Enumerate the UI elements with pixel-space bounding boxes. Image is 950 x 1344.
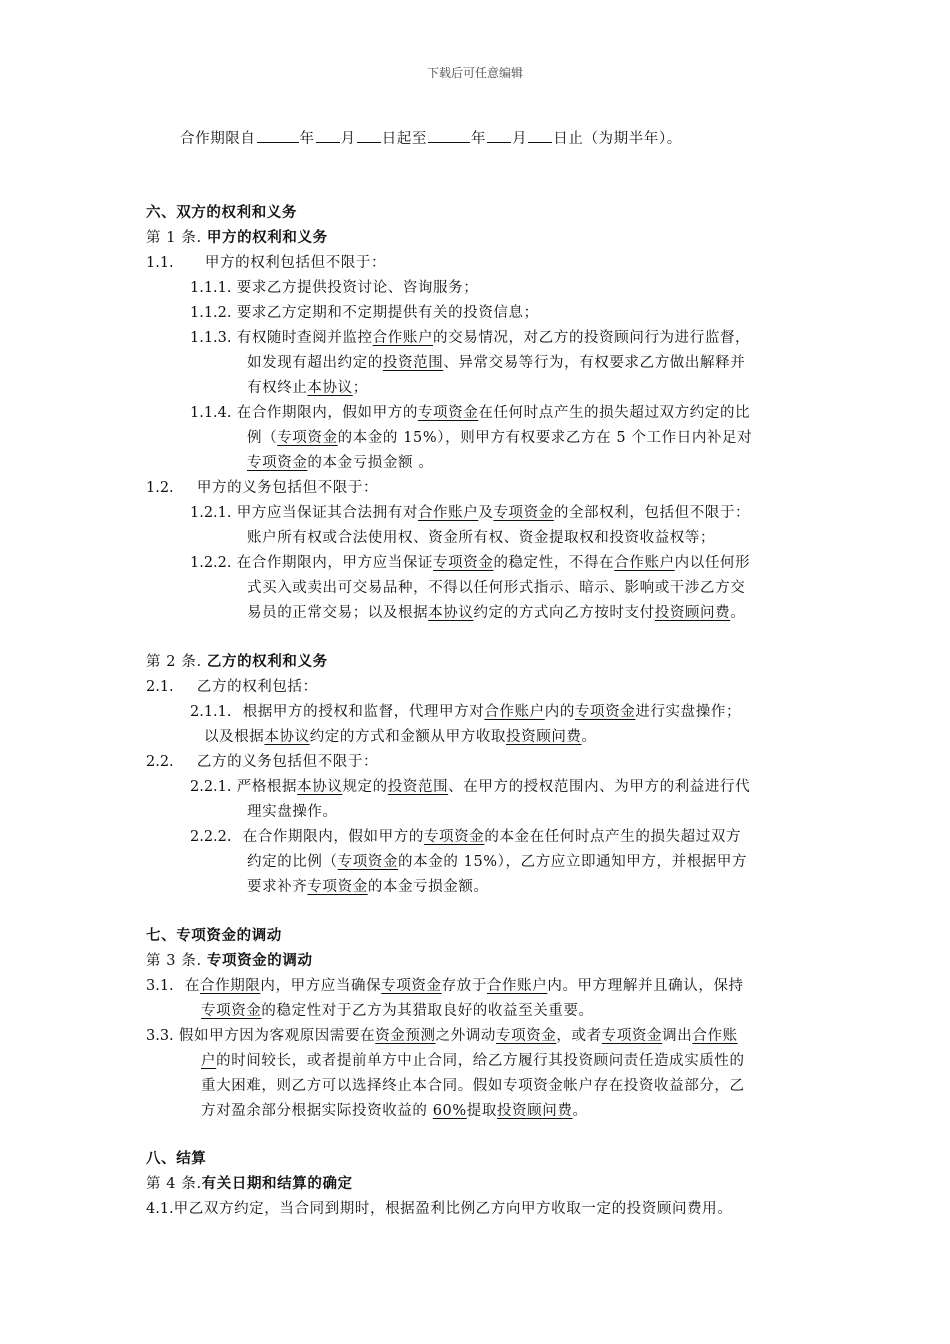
defined-term: 本协议: [307, 380, 353, 396]
clause-3-3-line-1: [146, 1026, 738, 1046]
clause-text: 方对盈余部分根据实际投资收益的: [201, 1103, 433, 1119]
defined-term: 专项资金: [423, 829, 485, 845]
clause-text: 易员的正常交易；以及根据: [247, 605, 429, 621]
article-2-title: 乙方的权利和义务: [206, 653, 328, 670]
defined-term: 本协议: [428, 605, 474, 621]
article-3-title: 专项资金的调动: [206, 952, 313, 969]
article-4-label: 第 4 条.: [146, 1176, 202, 1192]
defined-term: 60%: [432, 1103, 467, 1119]
section-6-title: 六、双方的权利和义务: [146, 204, 297, 221]
defined-term: 专项资金: [574, 704, 636, 720]
defined-term: 户: [201, 1053, 217, 1069]
clause-text: 提取: [466, 1103, 497, 1119]
clause-text: 的本金的 15%），乙方应立即通知甲方，并根据甲方: [398, 854, 748, 870]
clause-number: 2.2.1.: [190, 779, 232, 795]
clause-number: 2.2.2.: [190, 829, 232, 845]
defined-term: 资金预测: [375, 1028, 436, 1044]
defined-term: 合作账户: [417, 505, 479, 521]
clause-text: 的本金亏损金额。: [367, 879, 489, 895]
clause-text: ；: [352, 380, 368, 396]
clause-2-2-2-line-3: [247, 877, 489, 897]
clause-4-1: [146, 1199, 732, 1219]
clause-text: 的全部权利，包括但不限于：: [553, 505, 751, 521]
clause-2-1-1-line-1: [190, 702, 741, 722]
article-1-label: 第 1 条.: [146, 230, 202, 246]
term-prefix: 合作期限自: [180, 131, 256, 147]
clause-text: 内以任何形: [674, 555, 751, 571]
article-1-heading: [146, 228, 328, 248]
clause-2-1: [146, 677, 318, 697]
term-year-label: 年: [299, 131, 315, 147]
contract-term-line: [180, 128, 682, 149]
clause-text: 的稳定性对于乙方为其猎取良好的收益至关重要。: [261, 1003, 594, 1019]
clause-text: 的时间较长，或者提前单方中止合同，给乙方履行其投资顾问责任造成实质性的: [216, 1053, 745, 1069]
clause-text: 有权随时查阅并监控: [236, 330, 373, 346]
clause-1-2-1-line-2: 账户所有权或合法使用权、资金所有权、资金提取权和投资收益权等；: [247, 530, 716, 546]
article-4-heading: [146, 1174, 353, 1194]
blank-start-day: [357, 128, 381, 143]
blank-start-year: [257, 128, 299, 143]
clause-text: 在任何时点产生的损失超过双方约定的比: [478, 405, 751, 421]
article-3-heading: [146, 951, 313, 971]
defined-term: 本协议: [264, 729, 310, 745]
clause-text: 、异常交易等行为，有权要求乙方做出解释并: [443, 355, 746, 371]
article-4-title: 有关日期和结算的确定: [201, 1175, 353, 1192]
clause-text: 甲方应当保证其合法拥有对: [236, 505, 418, 521]
clause-text: ，或者: [556, 1028, 602, 1044]
defined-term: 合作账户: [614, 555, 675, 571]
defined-term: 专项资金: [417, 405, 479, 421]
blank-end-month: [487, 128, 511, 143]
clause-number: 2.2.: [146, 754, 174, 770]
clause-1-1: [146, 253, 386, 273]
clause-1-1-4-line-1: [190, 403, 750, 423]
defined-term: 专项资金: [247, 455, 308, 471]
article-3-label: 第 3 条.: [146, 953, 202, 969]
clause-1-1-3-line-1: [190, 328, 750, 348]
defined-term: 专项资金: [493, 505, 554, 521]
article-2-label: 第 2 条.: [146, 654, 202, 670]
clause-1-1-3-line-2: [247, 353, 745, 373]
clause-1-2-2-line-2: 式买入或卖出可交易品种，不得以任何形式指示、暗示、影响或干涉乙方交: [247, 580, 746, 596]
defined-term: 投资顾问费: [506, 729, 582, 745]
section-7-title: 七、专项资金的调动: [146, 927, 282, 944]
clause-text: 约定的方式和金额从甲方收取: [309, 729, 507, 745]
clause-text: 的稳定性，不得在: [493, 555, 615, 571]
clause-1-2: [146, 478, 378, 498]
clause-number: 1.2.2.: [190, 555, 232, 571]
clause-text: 进行实盘操作；: [635, 704, 742, 720]
clause-2-2: [146, 752, 378, 772]
clause-text: 乙方的义务包括但不限于：: [196, 754, 379, 770]
clause-number: 4.1.: [146, 1201, 174, 1217]
clause-text: 要求补齐: [247, 879, 308, 895]
clause-2-1-1-line-2: [204, 727, 597, 747]
clause-text: 约定的方式向乙方按时支付: [473, 605, 655, 621]
clause-1-2-2-line-3: [247, 603, 745, 623]
defined-term: 合作账户: [372, 330, 434, 346]
clause-text: 调出: [662, 1028, 693, 1044]
defined-term: 投资顾问费: [496, 1103, 573, 1119]
clause-text: 在合作期限内，假如甲方的: [242, 829, 424, 845]
defined-term: 专项资金: [496, 1028, 557, 1044]
clause-text: 之外调动: [435, 1028, 497, 1044]
clause-text: 甲乙双方约定，当合同到期时，根据盈利比例乙方向甲方收取一定的投资顾问费用。: [173, 1201, 733, 1217]
defined-term: 专项资金: [337, 854, 399, 870]
defined-term: 合作账户: [484, 704, 545, 720]
term-day-to: 日止（为期半年）。: [553, 131, 682, 147]
clause-2-2-2-line-2: [247, 852, 747, 872]
defined-term: 合作账: [692, 1028, 738, 1044]
defined-term: 专项资金: [433, 555, 494, 571]
clause-text: 在合作期限内，假如甲方的: [236, 405, 418, 421]
clause-1-1-2: [190, 303, 539, 323]
clause-text: 要求乙方提供投资讨论、咨询服务；: [236, 280, 479, 296]
term-day-from: 日起至: [381, 131, 428, 147]
clause-text: 的本金在任何时点产生的损失超过双方: [484, 829, 742, 845]
article-2-heading: [146, 652, 328, 672]
page-header: 下载后可任意编辑: [426, 66, 523, 80]
clause-text: 乙方的权利包括：: [196, 679, 318, 695]
blank-end-year: [428, 128, 470, 143]
defined-term: 合作账户: [486, 978, 548, 994]
defined-term: 投资范围: [382, 355, 444, 371]
clause-text: 的本金的 15%），则甲方有权要求乙方在 5 个工作日内补足对: [337, 430, 753, 446]
clause-number: 1.1.2.: [190, 305, 232, 321]
defined-term: 专项资金: [601, 1028, 663, 1044]
clause-text: 约定的比例（: [247, 854, 338, 870]
clause-number: 1.2.: [146, 480, 174, 496]
clause-1-1-4-line-3: [247, 453, 433, 473]
clause-text: 以及根据: [204, 729, 265, 745]
article-1-title: 甲方的权利和义务: [206, 229, 328, 246]
clause-number: 2.1.: [146, 679, 174, 695]
defined-term: 专项资金: [381, 978, 442, 994]
clause-text: 甲方的权利包括但不限于：: [204, 255, 387, 271]
clause-2-2-1-line-2: 理实盘操作。: [247, 804, 338, 820]
clause-2-2-2-line-1: [190, 827, 741, 847]
clause-number: 1.2.1.: [190, 505, 232, 521]
clause-text: 及: [478, 505, 494, 521]
clause-1-2-1-line-1: [190, 503, 750, 523]
clause-text: 如发现有超出约定的: [247, 355, 383, 371]
clause-text: 根据甲方的授权和监督，代理甲方对: [242, 704, 485, 720]
clause-number: 1.1.4.: [190, 405, 232, 421]
clause-text: 甲方的义务包括但不限于：: [196, 480, 379, 496]
clause-text: 。: [572, 1103, 588, 1119]
clause-3-1-line-2: [201, 1001, 594, 1021]
clause-text: 。: [581, 729, 597, 745]
defined-term: 合作期限: [200, 978, 261, 994]
clause-3-3-line-2: [201, 1051, 745, 1071]
clause-2-2-1-line-1: [190, 777, 750, 797]
clause-text: 有权终止: [247, 380, 308, 396]
defined-term: 本协议: [297, 779, 343, 795]
clause-text: 在: [184, 978, 200, 994]
clause-number: 2.1.1.: [190, 704, 232, 720]
clause-text: 的交易情况，对乙方的投资顾问行为进行监督，: [433, 330, 751, 346]
clause-number: 3.3.: [146, 1028, 174, 1044]
term-month-label-2: 月: [512, 131, 528, 147]
clause-text: 规定的: [342, 779, 388, 795]
clause-text: 内，甲方应当确保: [260, 978, 382, 994]
clause-1-1-4-line-2: [247, 428, 752, 448]
blank-start-month: [316, 128, 340, 143]
defined-term: 专项资金: [307, 879, 368, 895]
blank-end-day: [528, 128, 552, 143]
clause-1-1-3-line-3: [247, 378, 368, 398]
term-month-label: 月: [340, 131, 356, 147]
defined-term: 投资范围: [387, 779, 449, 795]
clause-text: 的本金亏损金额 。: [307, 455, 434, 471]
clause-3-3-line-4: [201, 1101, 588, 1121]
clause-1-2-2-line-1: [190, 553, 750, 573]
clause-number: 3.1.: [146, 978, 174, 994]
defined-term: 专项资金: [277, 430, 338, 446]
section-8-title: 八、结算: [146, 1150, 207, 1167]
clause-text: 严格根据: [236, 779, 298, 795]
clause-number: 1.1.3.: [190, 330, 232, 346]
clause-text: 内的: [544, 704, 575, 720]
clause-number: 1.1.: [146, 255, 174, 271]
clause-3-3-line-3: 重大困难，则乙方可以选择终止本合同。假如专项资金帐户存在投资收益部分，乙: [201, 1078, 745, 1094]
clause-1-1-1: [190, 278, 478, 298]
clause-3-1-line-1: [146, 976, 744, 996]
clause-text: 存放于: [441, 978, 487, 994]
clause-text: 内。甲方理解并且确认，保持: [547, 978, 744, 994]
clause-text: 要求乙方定期和不定期提供有关的投资信息；: [236, 305, 539, 321]
clause-text: 、在甲方的授权范围内、为甲方的利益进行代: [448, 779, 751, 795]
clause-number: 1.1.1.: [190, 280, 232, 296]
clause-text: 在合作期限内，甲方应当保证: [236, 555, 434, 571]
term-year-label-2: 年: [471, 131, 487, 147]
clause-text: 假如甲方因为客观原因需要在: [178, 1028, 376, 1044]
defined-term: 专项资金: [201, 1003, 262, 1019]
defined-term: 投资顾问费: [654, 605, 731, 621]
clause-text: 。: [730, 605, 746, 621]
clause-text: 例（: [247, 430, 278, 446]
